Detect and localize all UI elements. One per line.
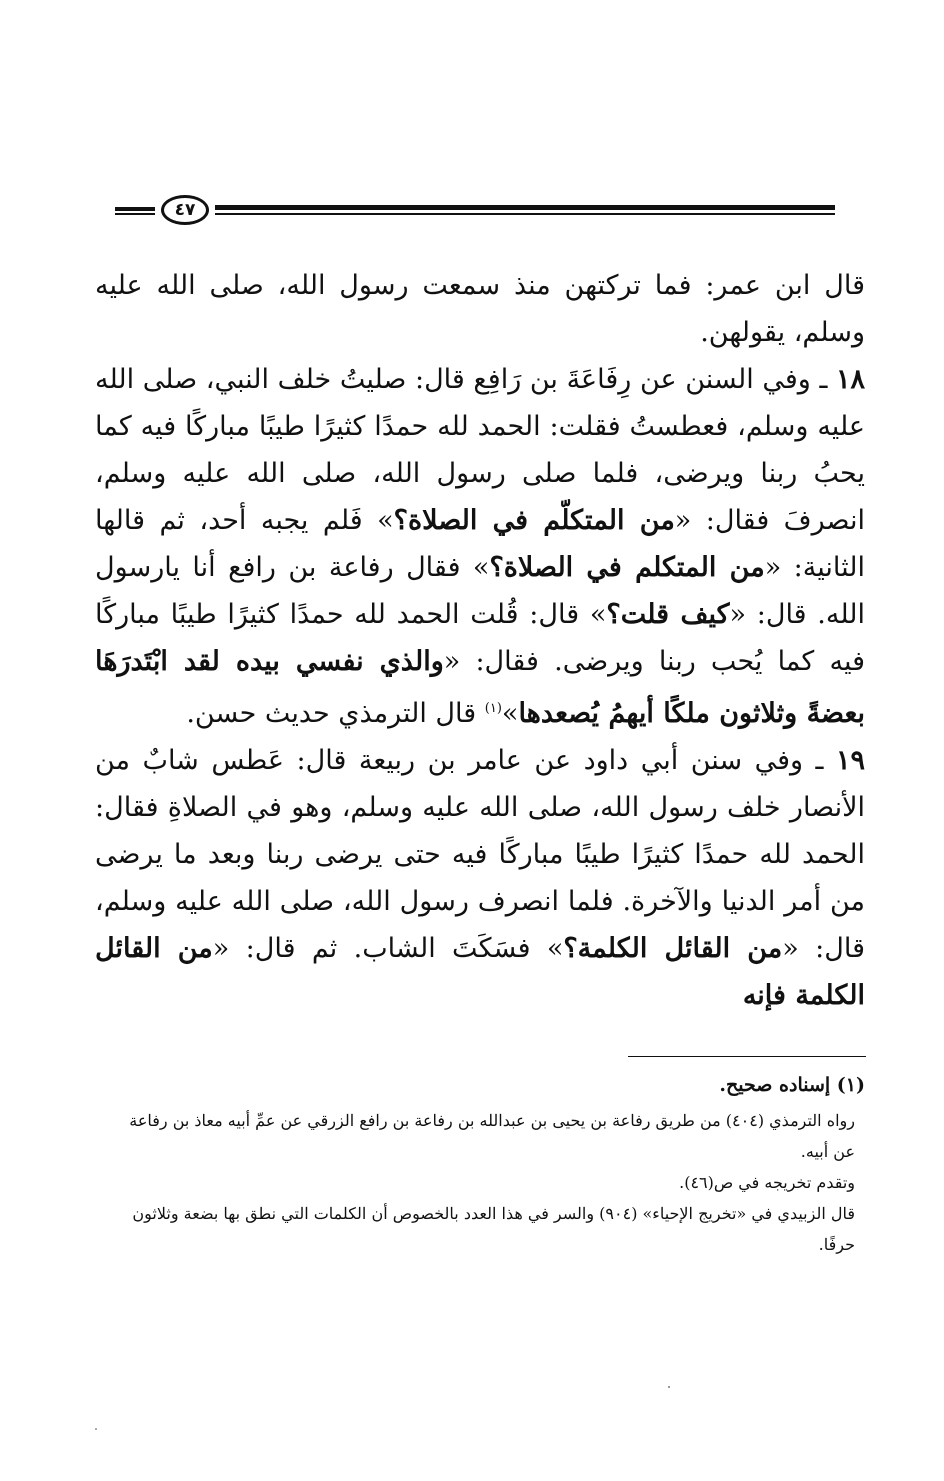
paragraph-19-text-c: » فسَكَتَ الشاب. ثم قال: «	[212, 933, 564, 964]
page-header	[115, 193, 835, 233]
hadith-number-18: ١٨	[835, 364, 865, 395]
quote-bold-6: من القائل الكلمة فإنه	[95, 933, 865, 1011]
paragraph-18	[95, 356, 865, 737]
hadith-number-19: ١٩	[835, 745, 865, 776]
scan-speck	[95, 1428, 97, 1430]
footnote-line-3: قال الزبيدي في «تخريج الإحياء» (٩٠٤) والسر في هذا العدد بالخصوص أن الكلمات التي نطق بها بضعة وثلاثون حرفًا.	[132, 1204, 855, 1254]
paragraph-1	[95, 262, 865, 356]
quote-bold-4: والذي نفسي بيده لقد ابْتَدرَهَا بعضةً وثلاثون ملكًا أيهمُ يُصعدها	[95, 646, 865, 729]
body-text	[95, 262, 865, 1019]
quote-bold-3: كيف قلت؟	[606, 599, 730, 630]
paragraph-18-text-g: قال الترمذي حديث حسن.	[186, 698, 485, 729]
footnote-line-1: رواه الترمذي (٤٠٤) من طريق رفاعة بن يحيى بن عبدالله بن رفاعة بن رافع الزرقي عن عمِّ أبيه معاذ بن رفاعة عن أبيه.	[129, 1111, 855, 1161]
header-rule-left	[115, 207, 155, 215]
paragraph-18-text-e: » قال: قُلت الحمد لله حمدًا كثيرًا طيبًا مباركًا فيه كما يُحب ربنا ويرضى. فقال: «	[95, 599, 865, 677]
footnote-heading: (١) إسناده صحيح.	[719, 1074, 865, 1096]
quote-bold-5: من القائل الكلمة؟	[563, 933, 783, 964]
footnotes	[110, 1070, 865, 1260]
paragraph-18-text-a: ـ وفي السنن عن رِفَاعَةَ بن رَافِع قال: صليتُ خلف النبي، صلى الله عليه وسلم، فعطستُ فقلت: الحمد لله حمدًا كثيرًا طيبًا مباركًا فيه كما يحبُ ربنا ويرضى، فلما صلى رسول الله، صلى الله عليه وسلم، انصرفَ فقال: «	[95, 364, 865, 536]
paragraph-18-text-f: »	[501, 698, 519, 729]
quote-bold-1: من المتكلّم في الصلاة؟	[393, 505, 675, 536]
paragraph-18-text-d: » فقال رفاعة بن رافع أنا يارسول الله. قال: «	[95, 552, 865, 630]
paragraph-19-text-a: ـ وفي سنن أبي داود عن عامر بن ربيعة قال: عَطس شابٌ من الأنصار خلف رسول الله، صلى الله عليه وسلم، وهو في الصلاةِ فقال: الحمد لله حمدًا كثيرًا طيبًا مباركًا فيه حتى يرضى ربنا وبعد ما يرضى من أمر الدنيا والآخرة. فلما انصرف رسول الله، صلى الله عليه وسلم، قال: «	[95, 745, 865, 964]
page-number-badge	[161, 195, 209, 225]
header-rule-right	[215, 205, 835, 215]
page-number: ٤٧	[174, 199, 196, 220]
footnote-ref-1[interactable]: (١)	[484, 701, 502, 716]
footnote-separator	[628, 1056, 866, 1057]
paragraph-18-text-c: » فَلم يجبه أحد، ثم قالها الثانية: «	[95, 505, 865, 583]
paragraph-1-text: قال ابن عمر: فما تركتهن منذ سمعت رسول الله، صلى الله عليه وسلم، يقولهن.	[95, 270, 865, 348]
paragraph-19	[95, 737, 865, 1019]
scan-speck	[668, 1386, 670, 1388]
footnote-line-2: وتقدم تخريجه في ص(٤٦).	[679, 1173, 855, 1192]
quote-bold-2: من المتكلم في الصلاة؟	[489, 552, 765, 583]
